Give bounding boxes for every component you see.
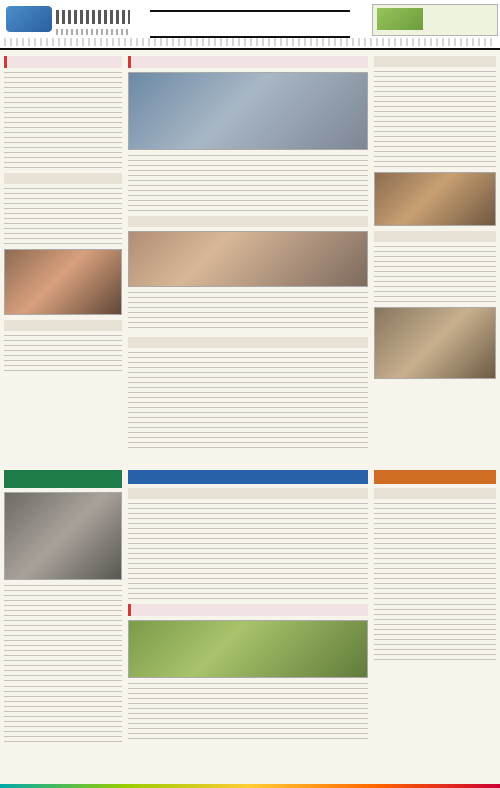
field-photo bbox=[128, 620, 368, 678]
center-bottom-headline bbox=[128, 337, 368, 348]
section-title bbox=[140, 4, 360, 38]
lower-center-headline bbox=[128, 488, 368, 499]
center-mid-body bbox=[128, 292, 368, 332]
left-top-headline bbox=[4, 56, 122, 68]
lower-center-body bbox=[128, 503, 368, 599]
masthead bbox=[0, 0, 500, 50]
ad-map-image bbox=[377, 8, 423, 30]
group-photo bbox=[128, 231, 368, 287]
left-mid-body bbox=[4, 188, 122, 244]
left-bottom-headline bbox=[4, 320, 122, 331]
right-column bbox=[374, 56, 496, 466]
lower-center-bottom-body bbox=[128, 683, 368, 739]
bottom-mid-banner bbox=[128, 470, 368, 484]
stage-photo bbox=[374, 172, 496, 226]
right-mid-body bbox=[374, 246, 496, 302]
center-top-body bbox=[128, 155, 368, 211]
lower-section bbox=[4, 470, 496, 784]
left-bottom-body bbox=[4, 335, 122, 375]
crowd-photo bbox=[374, 307, 496, 379]
right-mid-headline bbox=[374, 231, 496, 242]
lower-center-column bbox=[128, 470, 368, 784]
bottom-left-banner bbox=[4, 470, 122, 488]
paper-name-mark bbox=[56, 10, 130, 24]
lower-center-bottom-headline bbox=[128, 604, 368, 616]
speaker-photo bbox=[4, 492, 122, 580]
center-bottom-body bbox=[128, 352, 368, 448]
lower-left-column bbox=[4, 470, 122, 784]
center-top-headline bbox=[128, 56, 368, 68]
left-photo bbox=[4, 249, 122, 315]
lower-right-column bbox=[374, 470, 496, 784]
right-top-headline bbox=[374, 56, 496, 67]
flood-photo bbox=[128, 72, 368, 150]
anniversary-logo bbox=[6, 6, 52, 32]
left-mid-headline bbox=[4, 173, 122, 184]
paper-subtitle-mark bbox=[56, 29, 130, 35]
lower-right-body bbox=[374, 503, 496, 599]
top-right-ad bbox=[372, 4, 498, 36]
left-column bbox=[4, 56, 122, 466]
dateline bbox=[4, 38, 496, 46]
left-top-body bbox=[4, 72, 122, 168]
bottom-right-banner bbox=[374, 470, 496, 484]
lower-right-headline bbox=[374, 488, 496, 499]
color-registration-band bbox=[0, 784, 500, 788]
lower-right-body-2 bbox=[374, 604, 496, 660]
lower-left-body bbox=[4, 585, 122, 681]
lower-left-body-2 bbox=[4, 686, 122, 742]
center-column bbox=[128, 56, 368, 466]
center-mid-headline bbox=[128, 216, 368, 227]
right-top-body bbox=[374, 71, 496, 167]
